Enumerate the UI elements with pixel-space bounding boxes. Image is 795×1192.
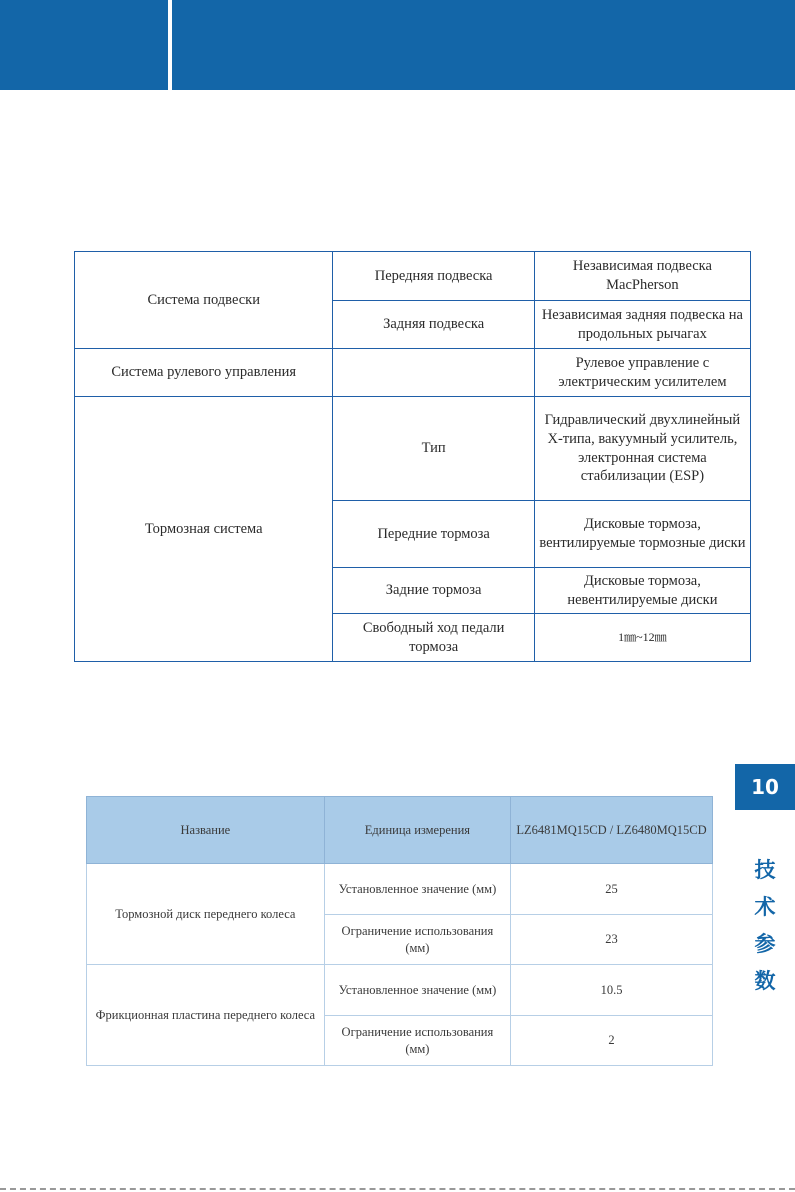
disc-limit-value: 23 xyxy=(511,915,713,965)
brake-type-label: Тип xyxy=(333,397,534,501)
rear-brakes-value: Дисковые тормоза, невентилируемые диски xyxy=(534,568,750,614)
chapter-title-vertical xyxy=(745,852,785,1000)
suspension-system-cell: Система подвески xyxy=(75,252,333,349)
rear-brakes-label: Задние тормоза xyxy=(333,568,534,614)
steering-value: Рулевое управление с электрическим усилителем xyxy=(534,349,750,397)
front-brakes-value: Дисковые тормоза, вентилируемые тормозные диски xyxy=(534,501,750,568)
rear-suspension-label: Задняя подвеска xyxy=(333,301,534,349)
pad-set-value-label: Установленное значение (мм) xyxy=(324,965,510,1016)
pedal-free-play-label: Свободный ход педали тормоза xyxy=(333,614,534,662)
header-bar-right xyxy=(172,0,795,90)
front-suspension-label: Передняя подвеска xyxy=(333,252,534,301)
disc-set-value-label: Установленное значение (мм) xyxy=(324,864,510,915)
steering-system-cell: Система рулевого управления xyxy=(75,349,333,397)
chapter-title-char: 技 xyxy=(754,858,776,882)
rear-suspension-value: Независимая задняя подвеска на продольных рычагах xyxy=(534,301,750,349)
brake-system-cell: Тормозная система xyxy=(75,397,333,662)
specs-table-suspension-steering-brakes xyxy=(74,251,751,662)
front-brake-pad-cell: Фрикционная пластина переднего колеса xyxy=(87,965,325,1066)
chapter-title-char: 参 xyxy=(754,932,776,956)
brake-wear-limits-table xyxy=(86,796,713,1066)
footer-dashed-line xyxy=(0,1188,795,1190)
steering-empty-cell xyxy=(333,349,534,397)
header-model: LZ6481MQ15CD / LZ6480MQ15CD xyxy=(511,797,713,864)
front-brakes-label: Передние тормоза xyxy=(333,501,534,568)
chapter-title-char: 术 xyxy=(754,895,776,919)
pad-set-value: 10.5 xyxy=(511,965,713,1016)
front-suspension-value: Независимая подвеска MacPherson xyxy=(534,252,750,301)
chapter-number-badge: 10 xyxy=(735,764,795,810)
pad-limit-label: Ограничение использования (мм) xyxy=(324,1016,510,1066)
disc-set-value: 25 xyxy=(511,864,713,915)
brake-type-value: Гидравлический двухлинейный X-типа, вакуумный усилитель, электронная система стабилизации (ESP) xyxy=(534,397,750,501)
front-brake-disc-cell: Тормозной диск переднего колеса xyxy=(87,864,325,965)
pedal-free-play-value: 1㎜~12㎜ xyxy=(534,614,750,662)
chapter-title-char: 数 xyxy=(754,969,776,993)
header-bar-left xyxy=(0,0,168,90)
header-unit: Единица измерения xyxy=(324,797,510,864)
header-name: Название xyxy=(87,797,325,864)
pad-limit-value: 2 xyxy=(511,1016,713,1066)
disc-limit-label: Ограничение использования (мм) xyxy=(324,915,510,965)
